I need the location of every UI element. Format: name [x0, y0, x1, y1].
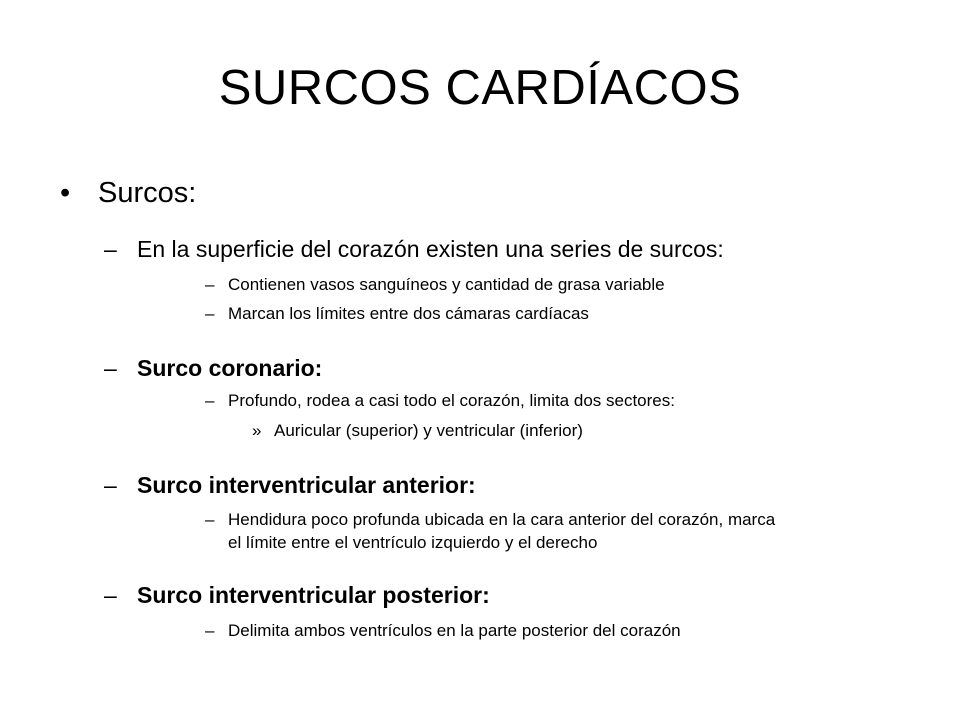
dash-icon: –: [205, 621, 215, 640]
dash-icon: –: [104, 355, 117, 381]
bullet-text-superficie: En la superficie del corazón existen una series de surcos:: [137, 236, 724, 262]
heading-surco-anterior: Surco interventricular anterior:: [137, 472, 476, 498]
bullet-text-surcos: Surcos:: [98, 177, 197, 209]
dash-icon: –: [104, 472, 117, 498]
bullet-text-vasos: Contienen vasos sanguíneos y cantidad de grasa variable: [228, 275, 665, 294]
bullet-text-profundo: Profundo, rodea a casi todo el corazón, limita dos sectores:: [228, 391, 675, 410]
dash-icon: –: [205, 304, 215, 323]
dash-icon: –: [205, 510, 215, 529]
heading-surco-posterior: Surco interventricular posterior:: [137, 582, 490, 608]
heading-surco-coronario: Surco coronario:: [137, 355, 323, 381]
dash-icon: –: [205, 275, 215, 294]
dash-icon: –: [104, 582, 117, 608]
bullet-text-hendidura: Hendidura poco profunda ubicada en la cara anterior del corazón, marca: [228, 510, 776, 529]
chevron-icon: »: [252, 421, 262, 440]
slide-title: SURCOS CARDÍACOS: [218, 61, 742, 115]
bullet-text-delimita: Delimita ambos ventrículos en la parte posterior del corazón: [228, 621, 681, 640]
dash-icon: –: [205, 391, 215, 410]
bullet-text-auricular: Auricular (superior) y ventricular (inferior): [274, 421, 583, 440]
bullet-text-hendidura-cont: el límite entre el ventrículo izquierdo y el derecho: [228, 533, 598, 552]
bullet-text-limites: Marcan los límites entre dos cámaras cardíacas: [228, 304, 589, 323]
bullet-icon: •: [60, 177, 71, 209]
dash-icon: –: [104, 236, 117, 262]
